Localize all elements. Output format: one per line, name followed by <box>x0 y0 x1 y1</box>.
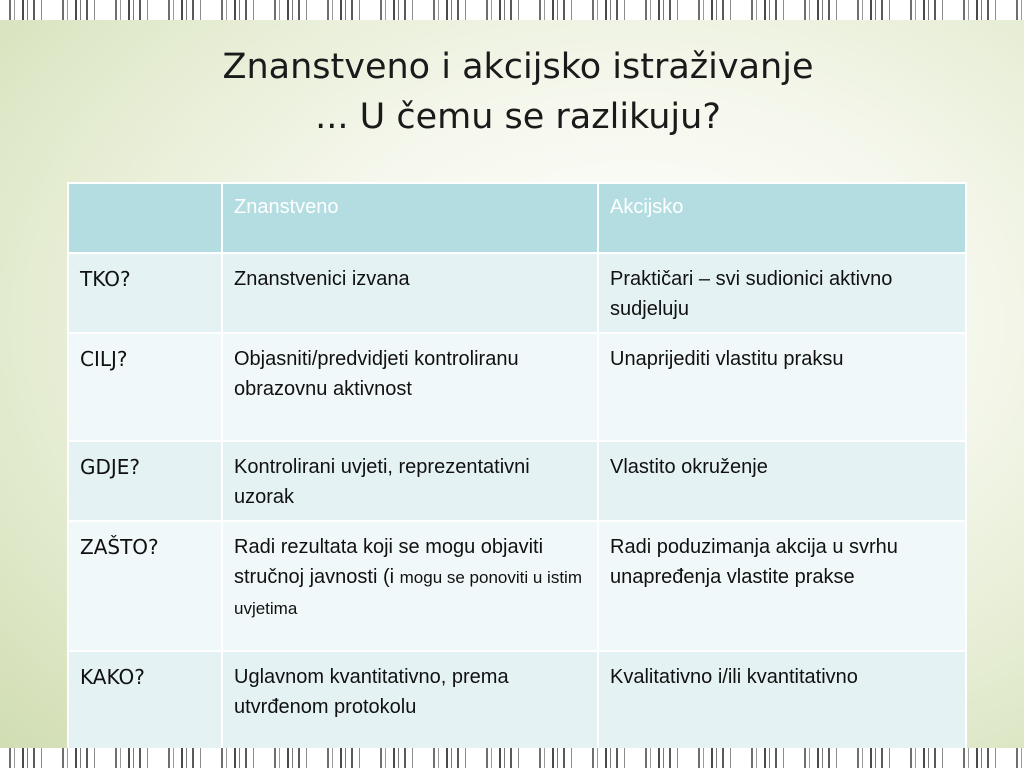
header-cell-akcijsko: Akcijsko <box>598 183 966 253</box>
cell-znanstveno: Uglavnom kvantitativno, prema utvrđenom protokolu <box>222 651 598 751</box>
row-label: KAKO? <box>68 651 222 751</box>
header-cell-empty <box>68 183 222 253</box>
header-cell-znanstveno: Znanstveno <box>222 183 598 253</box>
slide-title <box>70 42 966 142</box>
bottom-decorative-border <box>0 748 1024 768</box>
row-label: ZAŠTO? <box>68 521 222 651</box>
cell-akcijsko: Unaprijediti vlastitu praksu <box>598 333 966 441</box>
cell-znanstveno: Znanstvenici izvana <box>222 253 598 333</box>
table-row <box>68 253 966 333</box>
table-row <box>68 651 966 751</box>
cell-znanstveno-text: Radi rezultata koji se mogu objaviti stručnoj javnosti (i <box>234 536 544 588</box>
cell-akcijsko: Kvalitativno i/ili kvantitativno <box>598 651 966 751</box>
cell-akcijsko: Radi poduzimanja akcija u svrhu unapređenja vlastite prakse <box>598 521 966 651</box>
slide-title-line-1: Znanstveno i akcijsko istraživanje <box>222 47 814 87</box>
cell-znanstveno: Kontrolirani uvjeti, reprezentativni uzorak <box>222 441 598 521</box>
cell-znanstveno <box>222 521 598 651</box>
cell-znanstveno-small-text: mogu se ponoviti u istim uvjetima <box>234 568 582 618</box>
row-label: GDJE? <box>68 441 222 521</box>
cell-akcijsko: Vlastito okruženje <box>598 441 966 521</box>
table-row <box>68 333 966 441</box>
slide-title-line-2: ... U čemu se razlikuju? <box>315 97 721 137</box>
top-decorative-border <box>0 0 1024 20</box>
cell-akcijsko: Praktičari – svi sudionici aktivno sudjeluju <box>598 253 966 333</box>
comparison-table <box>67 182 967 752</box>
table-header-row <box>68 183 966 253</box>
row-label: CILJ? <box>68 333 222 441</box>
row-label: TKO? <box>68 253 222 333</box>
table-row <box>68 441 966 521</box>
cell-znanstveno: Objasniti/predvidjeti kontroliranu obrazovnu aktivnost <box>222 333 598 441</box>
table-row <box>68 521 966 651</box>
